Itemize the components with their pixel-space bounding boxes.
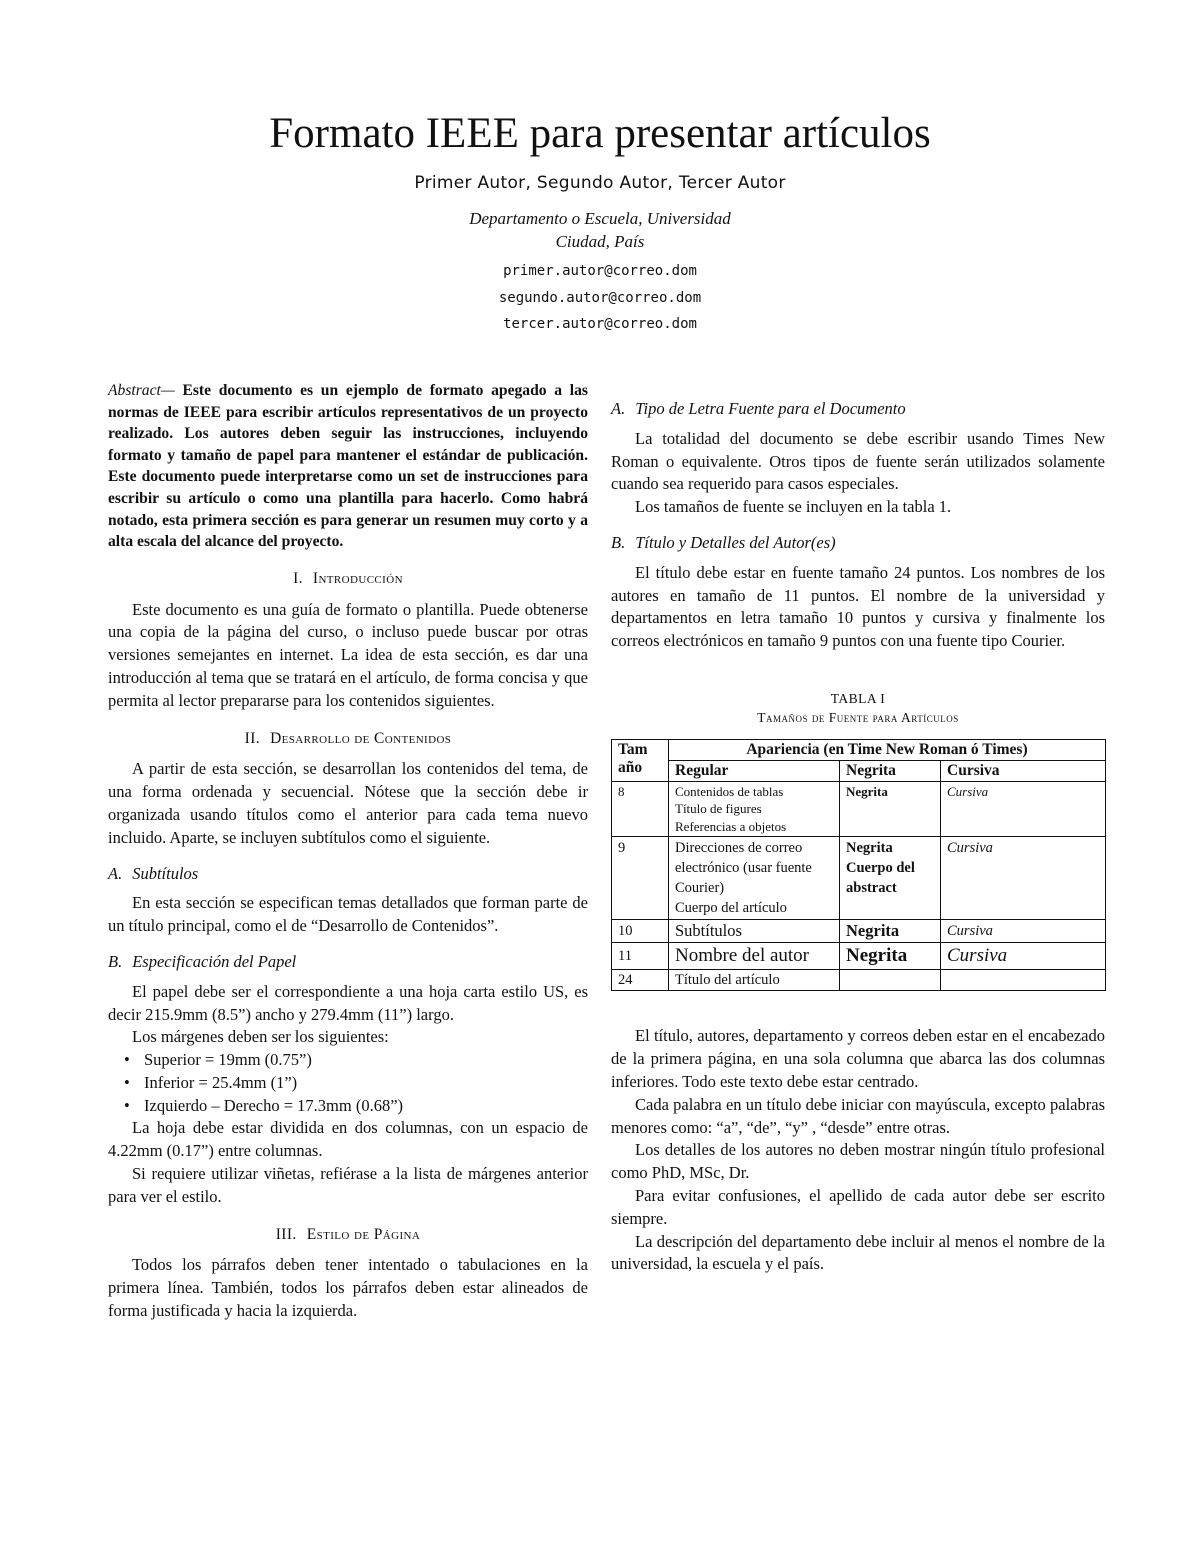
header-regular: Regular [669,760,840,781]
cell-italic: Cursiva [941,837,1106,920]
cell-size: 9 [612,837,669,920]
cell-size: 24 [612,970,669,991]
cell-regular: Subtítulos [669,920,840,943]
subsection-number: A. [611,399,626,418]
paragraph: La descripción del departamento debe incluir al menos el nombre de la universidad, la escuela y el país. [611,1231,1105,1274]
paragraph: La hoja debe estar dividida en dos columnas, con un espacio de 4.22mm (0.17”) entre columnas. [108,1118,588,1161]
paragraph: Los tamaños de fuente se incluyen en la tabla 1. [635,497,952,517]
list-item: • Inferior = 25.4mm (1”) [108,1072,588,1095]
cell-regular: Direcciones de correo electrónico (usar fuente Courier) Cuerpo del artículo [669,837,840,920]
table-row [612,943,1106,970]
section-title: Estilo de Página [306,1225,421,1243]
paragraph: El papel debe ser el correspondiente a una hoja carta estilo US, es decir 215.9mm (8.5”) ancho y 279.4mm (11”) largo. [108,981,588,1024]
section-number: II. [244,729,261,747]
author-emails [0,258,1200,338]
paragraph: Cada palabra en un título debe iniciar con mayúscula, excepto palabras menores como: “a”, “de”, “y” , “desde” entre otras. [611,1094,1105,1137]
cell-size: 11 [612,943,669,970]
paragraph: A partir de esta sección, se desarrollan los contenidos del tema, de una forma ordenada y secuencial. Nótese que la sección debe ir organizada usando títulos como el anterior para cada tema nuevo incluido. Aparte, se incluyen subtítulos como el siguiente. [108,759,588,847]
list-item: • Superior = 19mm (0.75”) [108,1049,588,1072]
abstract-text: Este documento es un ejemplo de formato apegado a las normas de IEEE para escribir artículos representativos de un proyecto realizado. Los autores deben seguir las instrucciones, incluyendo formato y tamaño de papel para mantener el estándar de publicación. Este documento puede interpretarse como un set de instrucciones para escribir su artículo o como una plantilla para hacerlo. Como habrá notado, esta primera sección es para generar un resumen muy corto y a alta escala del alcance del proyecto. [108,382,588,551]
paragraph: El título debe estar en fuente tamaño 24 puntos. Los nombres de los autores en tamaño de 11 puntos. El nombre de la universidad y departamentos en letra tamaño 10 puntos y cursiva y finalmente los correos electrónicos en tamaño 9 puntos con una fuente tipo Courier. [611,562,1105,651]
table-row [612,920,1106,943]
abstract-label: Abstract— [108,382,175,399]
paragraph: Si requiere utilizar viñetas, refiérase a la lista de márgenes anterior para ver el estilo. [108,1164,588,1206]
cell-bold: Negrita [840,781,941,837]
cell-italic: Cursiva [941,781,1106,837]
paragraph: Para evitar confusiones, el apellido de cada autor debe ser escrito siempre. [611,1186,1105,1228]
cell-bold [840,970,941,991]
email-1: primer.autor@correo.dom [503,263,697,279]
subsection-title: Subtítulos [132,863,199,883]
table-row [612,970,1106,991]
subsection-number: B. [108,951,123,971]
table-block [611,689,1105,992]
subsection-heading-tipo-letra [611,398,1105,421]
right-column [611,398,1105,1276]
affiliation-location: Ciudad, País [555,232,645,251]
margin-bullet-list [108,1049,588,1117]
section-title: Introducción [312,569,403,587]
cell-italic: Cursiva [941,943,1106,970]
subsection-heading-subtitulos [108,863,588,886]
subsection-title: Especificación del Papel [132,951,297,971]
cell-regular: Contenidos de tablas Título de figures Referencias a objetos [669,781,840,837]
subsection-heading-papel [108,951,588,974]
paragraph: El título, autores, departamento y correos deben estar en el encabezado de la primera página, en una sola columna que abarca las dos columnas inferiores. Todo este texto debe estar centrado. [611,1026,1105,1092]
paragraph: Todos los párrafos deben tener intentado o tabulaciones en la primera línea. También, todos los párrafos deben estar alineados de forma justificada y hacia la izquierda. [108,1255,588,1321]
author-names: Primer Autor, Segundo Autor, Tercer Autor [414,173,786,193]
affiliation [0,207,1200,253]
header-appearance: Apariencia (en Time New Roman ó Times) [669,739,1106,760]
cell-bold: Negrita [840,943,941,970]
paragraph: Este documento es una guía de formato o plantilla. Puede obtenerse una copia de la página del curso, o incluso puede buscar por otras versiones semejantes en internet. La idea de esta sección, es dar una introducción al tema que se tratará en el artículo, de forma concisa y que permita al lector prepararse para los contenidos siguientes. [108,599,588,710]
section-number: III. [275,1225,297,1243]
abstract [108,380,588,553]
cell-bold: Negrita [840,920,941,943]
cell-bold: Negrita Cuerpo del abstract [840,837,941,920]
email-3: tercer.autor@correo.dom [503,316,697,332]
cell-italic: Cursiva [941,920,1106,943]
paragraph: Los detalles de los autores no deben mostrar ningún título profesional como PhD, MSc, Dr. [611,1140,1105,1183]
header-bold: Negrita [840,760,941,781]
table-row [612,781,1106,837]
table-label: TABLA I [830,690,886,706]
section-heading-intro [108,568,588,591]
paper-title: Formato IEEE para presentar artículos [269,110,931,157]
table-row [612,837,1106,920]
list-item: • Izquierdo – Derecho = 17.3mm (0.68”) [108,1095,588,1118]
section-heading-estilo [108,1224,588,1247]
table-caption: Tamaños de Fuente para Artículos [757,709,959,725]
email-2: segundo.autor@correo.dom [498,289,702,306]
paragraph: En esta sección se especifican temas detallados que forman parte de un título principal, como el de “Desarrollo de Contenidos”. [108,893,588,936]
cell-italic [941,970,1106,991]
table-header-row [612,760,1106,781]
subsection-title: Título y Detalles del Autor(es) [635,532,836,552]
subsection-heading-titulo-autor [611,532,1105,555]
subsection-number: B. [611,532,626,552]
paragraph: La totalidad del documento se debe escribir usando Times New Roman o equivalente. Otros tipos de fuente serán utilizados solamente cuando sea requerido para casos especiales. [611,428,1105,494]
paragraph: Los márgenes deben ser los siguientes: [132,1027,389,1047]
cell-regular: Título del artículo [669,970,840,991]
affiliation-department: Departamento o Escuela, Universidad [469,209,731,228]
subsection-title: Tipo de Letra Fuente para el Documento [635,399,906,418]
subsection-number: A. [108,863,123,883]
section-heading-desarrollo [108,728,588,751]
header-italic: Cursiva [941,760,1106,781]
font-size-table [611,739,1106,992]
after-table-text [611,1025,1105,1276]
section-number: I. [293,569,303,587]
left-column [108,380,588,1323]
table-header-row [612,739,1106,760]
header-size: Tam año [612,739,669,781]
section-title: Desarrollo de Contenidos [270,729,452,747]
cell-size: 8 [612,781,669,837]
cell-size: 10 [612,920,669,943]
cell-regular: Nombre del autor [669,943,840,970]
